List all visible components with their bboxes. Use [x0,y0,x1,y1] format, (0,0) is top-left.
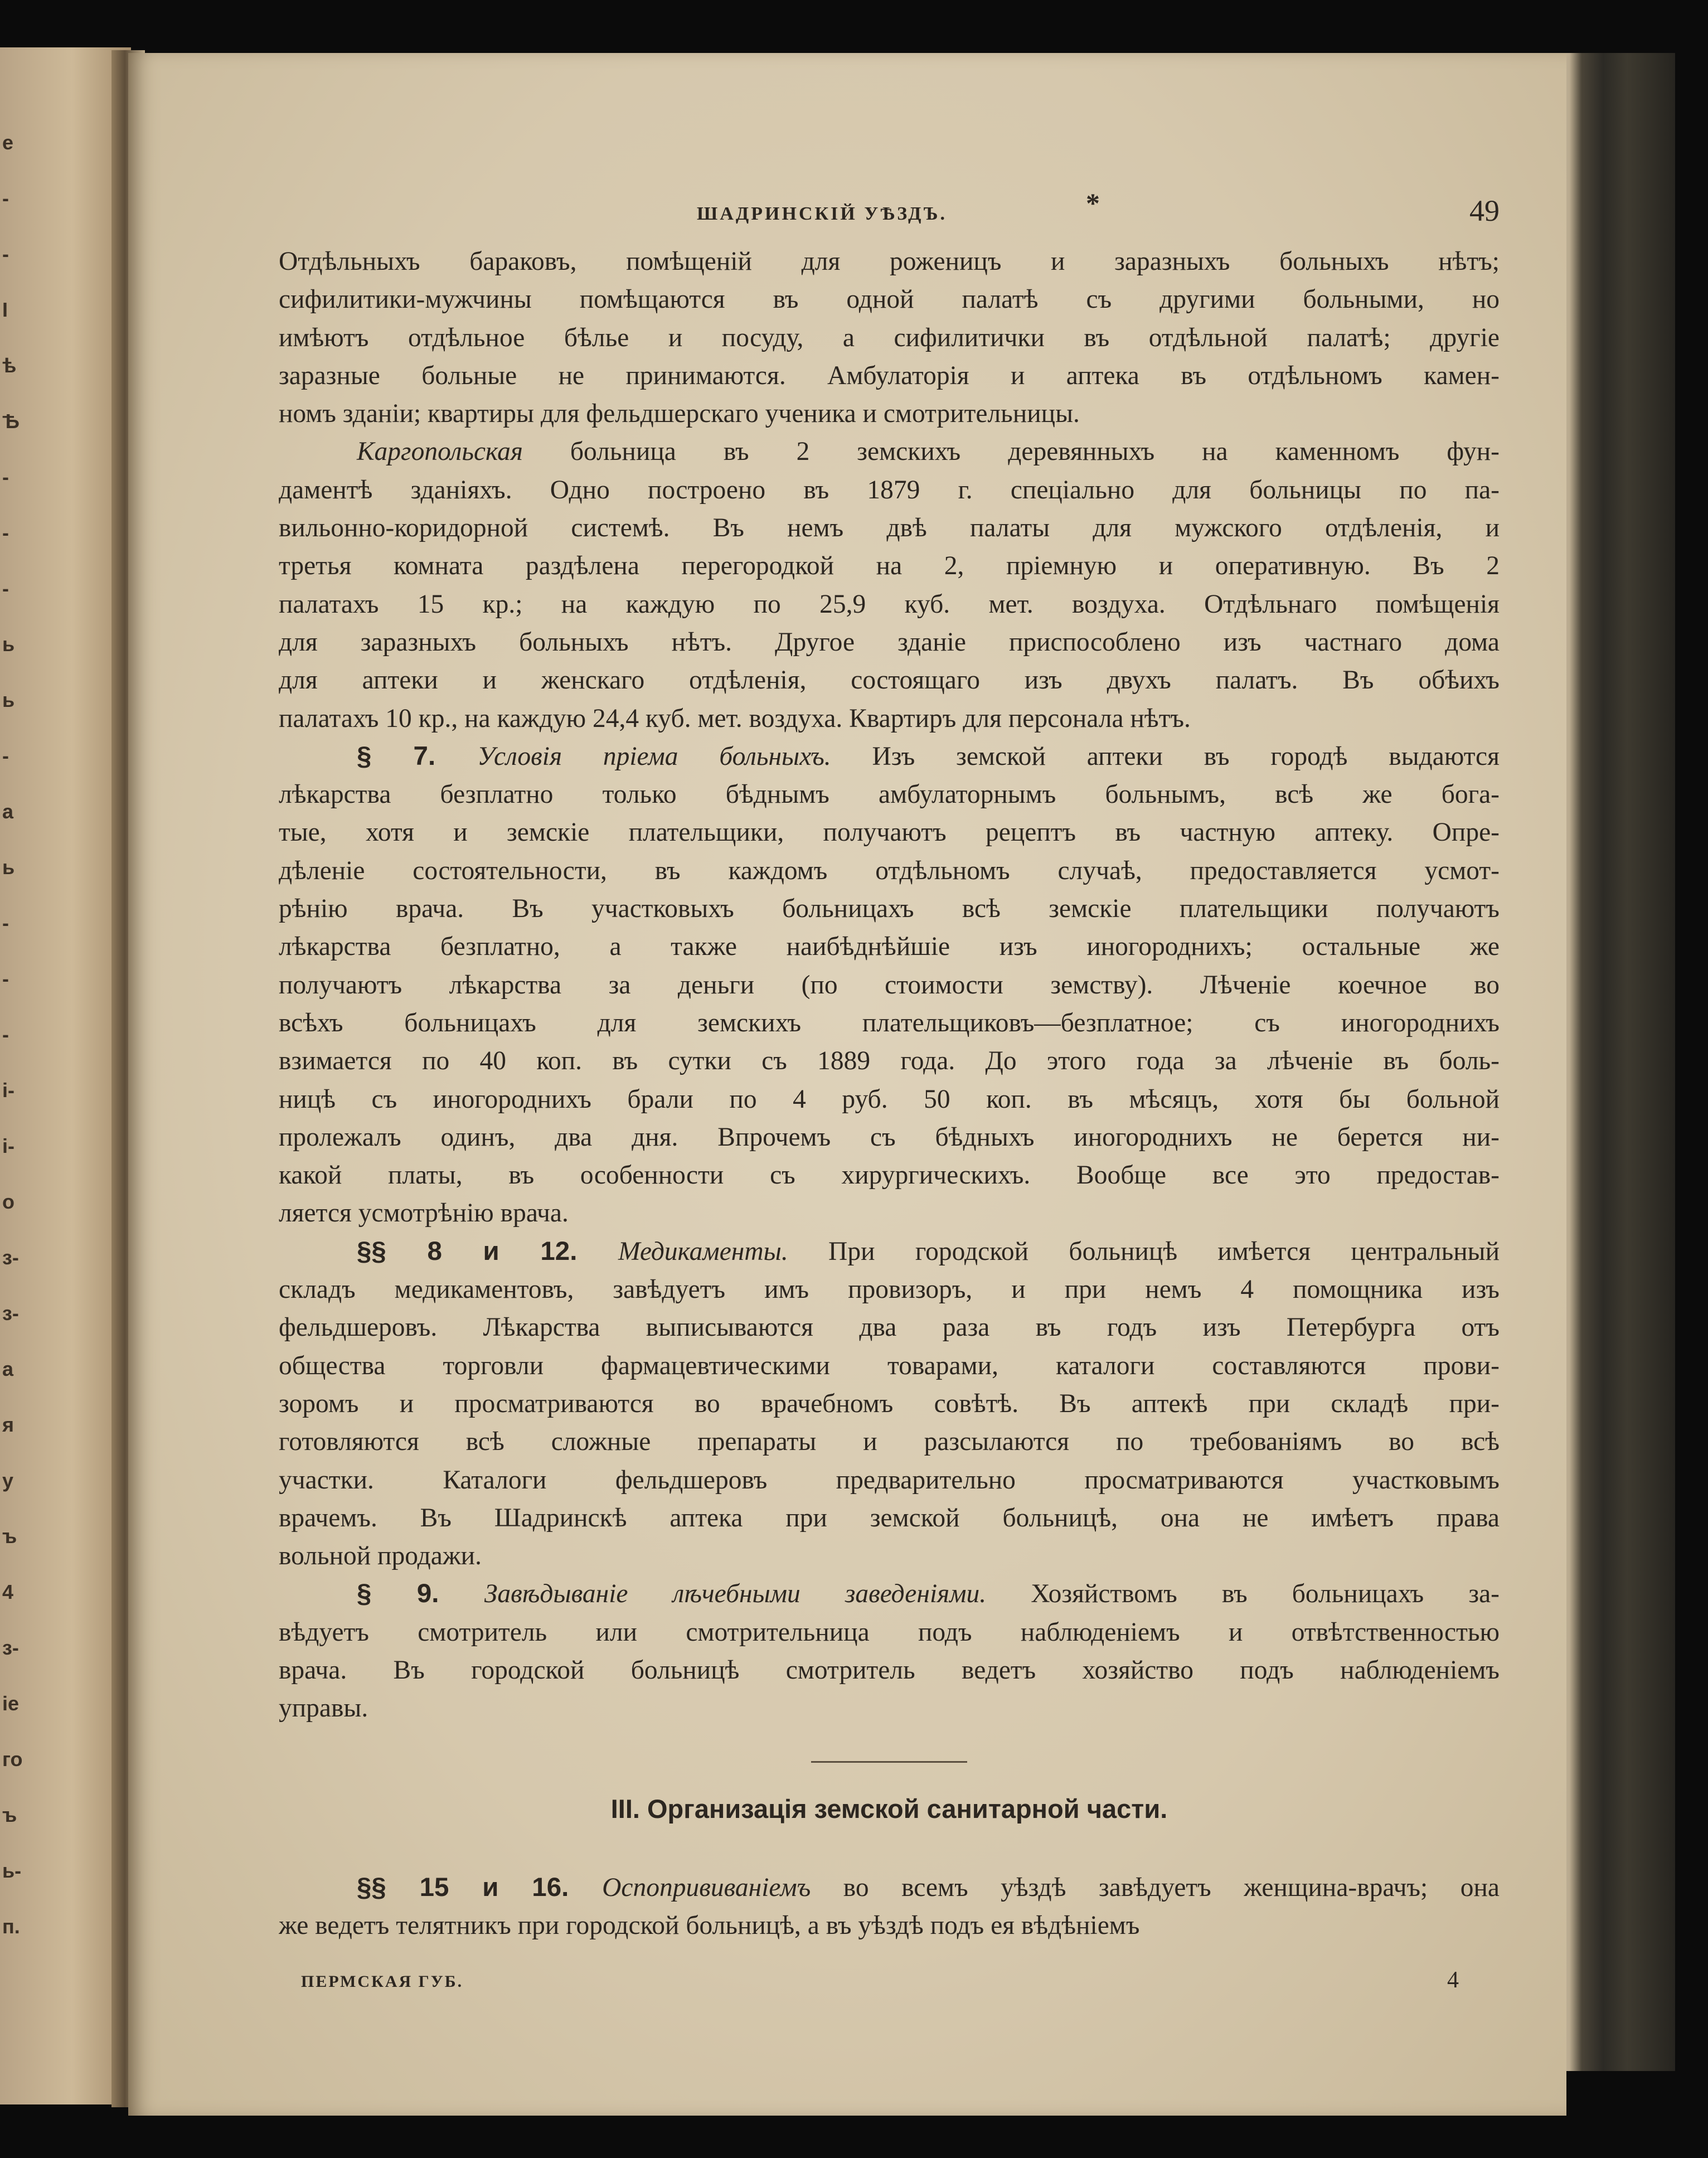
line-text: врача. Въ городской больницѣ смотритель ведетъ хозяйство подъ наблюденіемъ [279,1655,1500,1685]
left-fragment: і- [2,1134,14,1157]
text-line [279,1118,1500,1156]
page-content [279,137,1500,2006]
left-fragment: іе [2,1692,20,1715]
left-fragment: - [2,187,9,210]
text-line [279,623,1500,661]
paragraph [279,1575,1500,1727]
left-fragment: п. [2,1915,20,1938]
text-line [279,1423,1500,1461]
line-text: какой платы, въ особенности съ хирургическихъ. Вообще все это предостав- [279,1161,1500,1190]
left-fragment: - [2,1023,9,1046]
line-text: всѣхъ больницахъ для земскихъ плательщиковъ—безплатное; съ иногороднихъ [279,1008,1500,1037]
line-text: заразные больные не принимаются. Амбулаторія и аптека въ отдѣльномъ камен- [279,361,1500,390]
left-fragment: - [2,577,9,600]
line-text: готовляются всѣ сложные препараты и разсылаются по требованіямъ во всѣ [279,1427,1500,1457]
line-text: управы. [279,1694,368,1723]
line-text: общества торговли фармацевтическими товарами, каталоги составляются прови- [279,1351,1500,1380]
left-fragment: І [2,298,8,321]
paragraph [279,1233,1500,1575]
left-fragment: у [2,1469,14,1492]
line-text: При городской больницѣ имѣется центральный [788,1236,1500,1266]
text-line [279,1080,1500,1118]
section-mark: § 9. [357,1579,484,1609]
text-line [279,928,1500,966]
left-fragment: ѣ [2,354,17,377]
text-line [279,1689,1500,1727]
text-line [279,585,1500,623]
italic-lead: Каргопольская [357,437,523,467]
text-line [279,1233,1500,1270]
text-line [279,1004,1500,1042]
line-text: взимается по 40 коп. въ сутки съ 1889 года. До этого года за лѣченіе въ боль- [279,1046,1500,1076]
left-fragment: - [2,967,9,990]
book-edge [1555,53,1675,2071]
left-fragment: 4 [2,1580,14,1603]
text-line [279,243,1500,280]
line-text: даментѣ зданіяхъ. Одно построено въ 1879 г. спеціально для больницы по па- [279,475,1500,505]
line-text: вольной продажи. [279,1541,482,1571]
section-mark: §§ 8 и 12. [357,1236,619,1266]
left-fragment: і- [2,1079,14,1102]
line-text: Хозяйствомъ въ больницахъ за- [986,1579,1500,1609]
text-line [279,547,1500,585]
page [128,53,1566,2116]
line-text: участки. Каталоги фельдшеровъ предварительно просматриваются участковымъ [279,1465,1500,1495]
section-heading: III. Организація земской санитарной части. [610,1793,1168,1824]
line-text: тые, хотя и земскіе плательщики, получаютъ рецептъ въ частную аптеку. Опре- [279,818,1500,847]
text-line [279,509,1500,547]
text-line [279,1907,1500,1944]
text-line [279,890,1500,928]
left-fragment: ъ [2,1525,17,1548]
text-line [279,471,1500,509]
italic-lead: Условія пріема больныхъ. [477,741,831,771]
left-fragment: я [2,1413,14,1436]
text-line [279,966,1500,1004]
left-fragment: ъ [2,1803,17,1826]
line-text: пролежалъ одинъ, два дня. Впрочемъ съ бѣдныхъ иногороднихъ не берется ни- [279,1122,1500,1152]
text-line [279,395,1500,433]
paragraph [279,738,1500,1233]
text-line [279,1575,1500,1613]
left-fragment: го [2,1748,23,1771]
line-text: фельдшеровъ. Лѣкарства выписываются два раза въ годъ изъ Петербурга отъ [279,1313,1500,1342]
running-head [279,187,1500,243]
last-paragraph [279,1869,1500,1945]
footer [279,1967,1500,2006]
left-fragment: з- [2,1636,19,1659]
line-text: вѣдуетъ смотритель или смотрительница подъ наблюденіемъ и отвѣтственностью [279,1617,1500,1647]
left-fragment: ь [2,856,15,879]
left-fragment: ь [2,633,15,656]
text-line [279,1461,1500,1499]
left-page-fragments [0,47,33,2104]
section-rule [811,1761,967,1763]
line-text: вильонно-коридорной системѣ. Въ немъ двѣ палаты для мужского отдѣленія, и [279,513,1500,543]
text-line [279,661,1500,699]
italic-lead: Оспопрививаніемъ [602,1873,811,1902]
line-text: дѣленіе состоятельности, въ каждомъ отдѣльномъ случаѣ, предоставляется усмот- [279,856,1500,885]
text-line [279,1347,1500,1385]
section-mark: § 7. [357,741,478,771]
line-text: для аптеки и женскаго отдѣленія, состоящаго изъ двухъ палатъ. Въ обѣихъ [279,666,1500,695]
text-line [279,775,1500,813]
left-fragment: е [2,131,14,154]
text-line [279,433,1500,471]
line-text: больница въ 2 земскихъ деревянныхъ на каменномъ фун- [522,437,1500,467]
line-text: палатахъ 15 кр.; на каждую по 25,9 куб. мет. воздуха. Отдѣльнаго помѣщенія [279,589,1500,619]
printer-mark: * [1086,187,1102,219]
left-fragment: з- [2,1302,19,1325]
text-line [279,852,1500,890]
running-title: ШАДРИНСКІЙ УѢЗДЪ. [697,203,948,224]
text-line [279,813,1500,851]
line-text: имѣютъ отдѣльное бѣлье и посуду, а сифилитички въ отдѣльной палатѣ; другіе [279,323,1500,352]
text-line [279,1156,1500,1194]
line-text: во всемъ уѣздѣ завѣдуетъ женщина-врачъ; она [811,1873,1500,1902]
text-line [279,1385,1500,1423]
line-text: палатахъ 10 кр., на каждую 24,4 куб. мет. воздуха. Квартиръ для персонала нѣтъ. [279,704,1191,733]
body-text [279,243,1500,1728]
text-line [279,1042,1500,1080]
line-text: ницѣ съ иногороднихъ брали по 4 руб. 50 коп. въ мѣсяцъ, хотя бы больной [279,1084,1500,1114]
left-fragment: - [2,521,9,544]
line-text: зоромъ и просматриваются во врачебномъ совѣтѣ. Въ аптекѣ при складѣ при- [279,1389,1500,1418]
left-fragment: а [2,800,14,823]
section-mark: §§ 15 и 16. [357,1872,603,1902]
paragraph [279,243,1500,433]
line-text: сифилитики-мужчины помѣщаются въ одной палатѣ съ другими больными, но [279,285,1500,314]
left-fragment: - [2,911,9,934]
left-fragment: ь- [2,1859,22,1882]
line-text: получаютъ лѣкарства за деньги (по стоимости земству). Лѣченіе коечное во [279,970,1500,1000]
line-text: третья комната раздѣлена перегородкой на 2, пріемную и оперативную. Въ 2 [279,551,1500,581]
line-text: Отдѣльныхъ бараковъ, помѣщеній для роженицъ и заразныхъ больныхъ нѣтъ; [279,247,1500,276]
text-line [279,1499,1500,1537]
line-text: номъ зданіи; квартиры для фельдшерскаго ученика и смотрительницы. [279,399,1080,429]
line-text: лѣкарства безплатно только бѣднымъ амбулаторнымъ больнымъ, всѣ же бога- [279,780,1500,809]
line-text: врачемъ. Въ Шадринскѣ аптека при земской больницѣ, она не имѣетъ права [279,1503,1500,1533]
text-line [279,280,1500,318]
text-line [279,1651,1500,1689]
text-line [279,738,1500,775]
left-fragment: - [2,243,9,265]
text-line [279,700,1500,738]
text-line [279,1308,1500,1346]
left-fragment: Ѣ [2,410,20,433]
paragraph [279,433,1500,737]
left-fragment: - [2,744,9,767]
line-text: лѣкарства безплатно, а также наибѣднѣйшіе изъ иногороднихъ; остальные же [279,932,1500,962]
text-line [279,1613,1500,1651]
line-text: для заразныхъ больныхъ нѣтъ. Другое зданіе приспособлено изъ частнаго дома [279,627,1500,657]
italic-lead: Завѣдываніе лѣчебными заведеніями. [484,1579,987,1609]
text-line [279,319,1500,357]
line-text: складъ медикаментовъ, завѣдуетъ имъ провизоръ, и при немъ 4 помощника изъ [279,1275,1500,1305]
text-line [279,357,1500,395]
left-fragment: о [2,1190,14,1213]
line-text: Изъ земской аптеки въ городѣ выдаются [831,741,1500,771]
line-text: рѣнію врача. Въ участковыхъ больницахъ всѣ земскіе плательщики получаютъ [279,894,1500,924]
text-line [279,1194,1500,1232]
line-text: же ведетъ телятникъ при городской больницѣ, а въ уѣздѣ подъ ея вѣдѣніемъ [279,1910,1140,1940]
signature-right: 4 [1447,1967,1460,1994]
text-line [279,1537,1500,1575]
paragraph [279,1869,1500,1945]
line-text: ляется усмотрѣнію врача. [279,1199,569,1228]
text-line [279,1270,1500,1308]
text-line [279,1869,1500,1907]
left-fragment: з- [2,1246,19,1269]
signature-left: ПЕРМСКАЯ ГУБ. [301,1972,464,1991]
left-fragment: ь [2,688,15,711]
left-fragment: - [2,465,9,488]
page-number: 49 [1469,194,1500,227]
left-fragment: а [2,1357,14,1380]
italic-lead: Медикаменты. [618,1236,788,1266]
